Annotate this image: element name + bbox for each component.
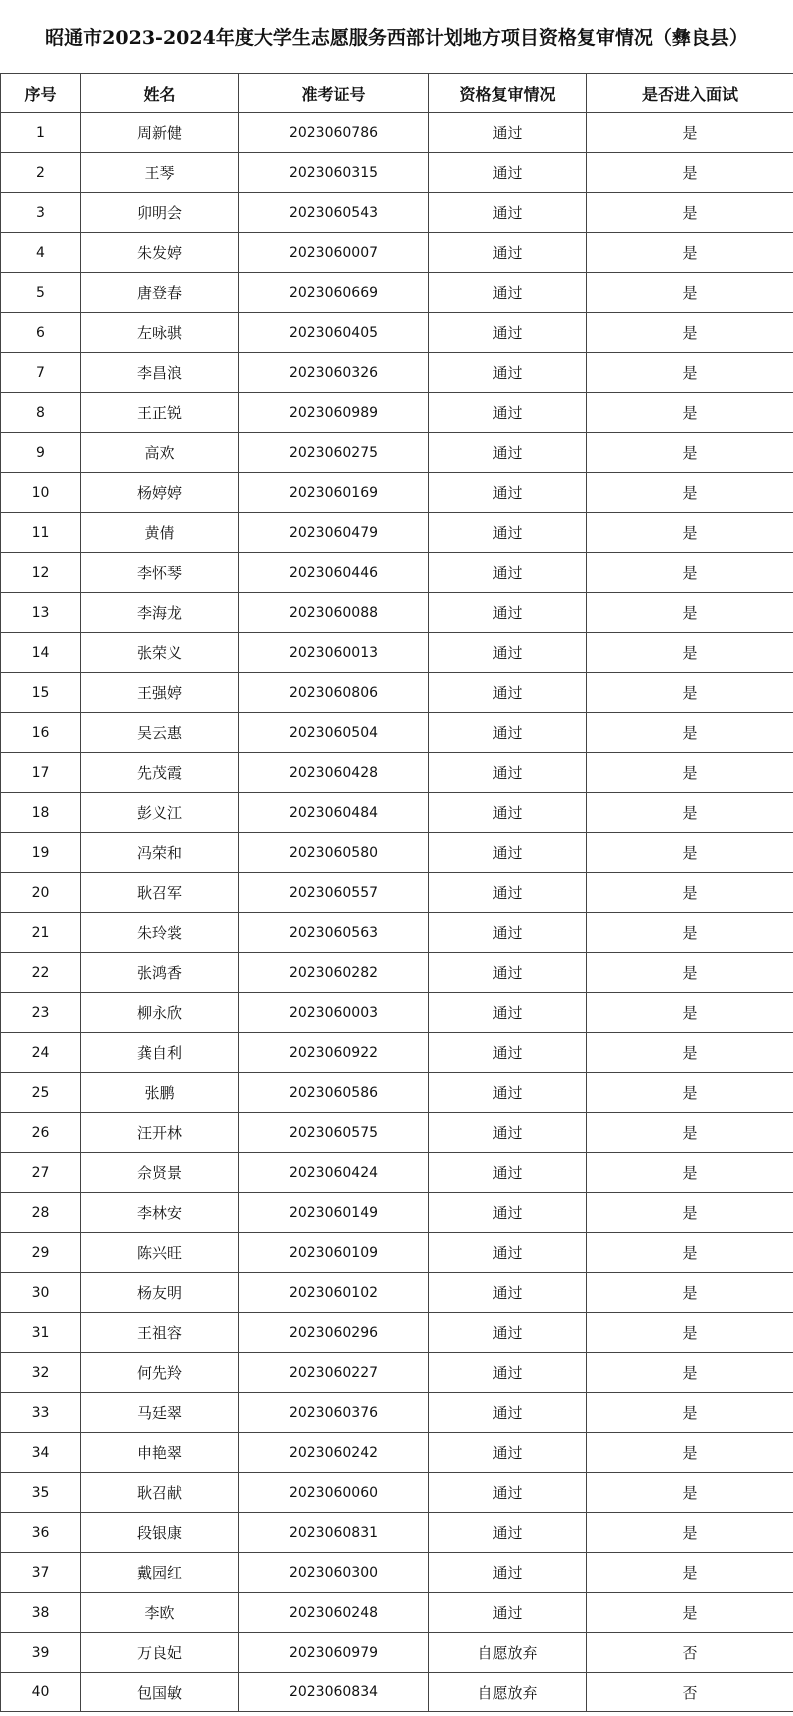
row-index-cell: 1 [1, 113, 81, 153]
exam-number-cell: 2023060484 [239, 793, 429, 833]
row-index-cell: 4 [1, 233, 81, 273]
exam-number-cell: 2023060479 [239, 513, 429, 553]
review-status-cell: 通过 [429, 1033, 587, 1073]
review-status-cell: 通过 [429, 193, 587, 233]
candidate-name-cell: 马廷翠 [81, 1393, 239, 1433]
review-status-cell: 通过 [429, 1193, 587, 1233]
review-status-cell: 自愿放弃 [429, 1633, 587, 1673]
candidate-name-cell: 申艳翠 [81, 1433, 239, 1473]
review-status-cell: 通过 [429, 1513, 587, 1553]
candidate-name-cell: 杨友明 [81, 1273, 239, 1313]
candidate-name-cell: 李海龙 [81, 593, 239, 633]
table-row [1, 713, 793, 753]
exam-number-cell: 2023060109 [239, 1233, 429, 1273]
row-index-cell: 12 [1, 553, 81, 593]
row-index-cell: 40 [1, 1673, 81, 1712]
exam-number-cell: 2023060227 [239, 1353, 429, 1393]
interview-status-cell: 是 [587, 1273, 793, 1313]
table-row [1, 1153, 793, 1193]
exam-number-cell: 2023060275 [239, 433, 429, 473]
review-status-cell: 通过 [429, 793, 587, 833]
exam-number-cell: 2023060557 [239, 873, 429, 913]
interview-status-cell: 是 [587, 1113, 793, 1153]
review-status-cell: 通过 [429, 1473, 587, 1513]
candidate-name-cell: 朱发婷 [81, 233, 239, 273]
table-row [1, 673, 793, 713]
exam-number-cell: 2023060586 [239, 1073, 429, 1113]
table-row [1, 1033, 793, 1073]
row-index-cell: 32 [1, 1353, 81, 1393]
row-index-cell: 6 [1, 313, 81, 353]
exam-number-cell: 2023060543 [239, 193, 429, 233]
candidate-name-cell: 李欧 [81, 1593, 239, 1633]
review-status-cell: 通过 [429, 833, 587, 873]
candidate-name-cell: 王强婷 [81, 673, 239, 713]
table-row [1, 953, 793, 993]
document-title: 昭通市2023-2024年度大学生志愿服务西部计划地方项目资格复审情况（彝良县） [45, 27, 748, 49]
review-status-cell: 通过 [429, 433, 587, 473]
table-row [1, 1553, 793, 1593]
row-index-cell: 11 [1, 513, 81, 553]
review-status-cell: 通过 [429, 1353, 587, 1393]
interview-status-cell: 是 [587, 1393, 793, 1433]
exam-number-cell: 2023060300 [239, 1553, 429, 1593]
table-row [1, 393, 793, 433]
interview-status-cell: 是 [587, 913, 793, 953]
exam-number-cell: 2023060326 [239, 353, 429, 393]
table-row [1, 1353, 793, 1393]
candidate-name-cell: 李昌浪 [81, 353, 239, 393]
row-index-cell: 8 [1, 393, 81, 433]
table-row [1, 513, 793, 553]
interview-status-cell: 是 [587, 1153, 793, 1193]
table-row [1, 433, 793, 473]
interview-status-cell: 是 [587, 1473, 793, 1513]
exam-number-cell: 2023060922 [239, 1033, 429, 1073]
row-index-cell: 37 [1, 1553, 81, 1593]
interview-status-cell: 是 [587, 153, 793, 193]
review-status-cell: 通过 [429, 513, 587, 553]
row-index-cell: 20 [1, 873, 81, 913]
exam-number-cell: 2023060806 [239, 673, 429, 713]
exam-number-cell: 2023060446 [239, 553, 429, 593]
table-row [1, 1393, 793, 1433]
table-row [1, 233, 793, 273]
candidate-name-cell: 万良妃 [81, 1633, 239, 1673]
interview-status-cell: 是 [587, 233, 793, 273]
exam-number-cell: 2023060575 [239, 1113, 429, 1153]
row-index-cell: 14 [1, 633, 81, 673]
review-status-cell: 自愿放弃 [429, 1673, 587, 1712]
row-index-cell: 25 [1, 1073, 81, 1113]
row-index-cell: 23 [1, 993, 81, 1033]
row-index-cell: 18 [1, 793, 81, 833]
column-header-interview: 是否进入面试 [587, 74, 793, 113]
exam-number-cell: 2023060003 [239, 993, 429, 1033]
row-index-cell: 15 [1, 673, 81, 713]
candidate-name-cell: 佘贤景 [81, 1153, 239, 1193]
review-status-cell: 通过 [429, 1393, 587, 1433]
table-row [1, 873, 793, 913]
review-status-cell: 通过 [429, 393, 587, 433]
interview-status-cell: 是 [587, 633, 793, 673]
table-row [1, 113, 793, 153]
candidate-name-cell: 张荣义 [81, 633, 239, 673]
interview-status-cell: 是 [587, 1593, 793, 1633]
interview-status-cell: 是 [587, 993, 793, 1033]
interview-status-cell: 是 [587, 433, 793, 473]
table-row [1, 633, 793, 673]
interview-status-cell: 是 [587, 1353, 793, 1393]
row-index-cell: 16 [1, 713, 81, 753]
exam-number-cell: 2023060786 [239, 113, 429, 153]
candidate-name-cell: 杨婷婷 [81, 473, 239, 513]
exam-number-cell: 2023060424 [239, 1153, 429, 1193]
review-status-cell: 通过 [429, 1593, 587, 1633]
exam-number-cell: 2023060315 [239, 153, 429, 193]
candidate-name-cell: 吴云惠 [81, 713, 239, 753]
review-status-cell: 通过 [429, 1433, 587, 1473]
interview-status-cell: 是 [587, 553, 793, 593]
candidate-name-cell: 唐登春 [81, 273, 239, 313]
exam-number-cell: 2023060088 [239, 593, 429, 633]
review-status-cell: 通过 [429, 153, 587, 193]
exam-number-cell: 2023060405 [239, 313, 429, 353]
exam-number-cell: 2023060248 [239, 1593, 429, 1633]
row-index-cell: 28 [1, 1193, 81, 1233]
exam-number-cell: 2023060007 [239, 233, 429, 273]
candidate-name-cell: 黄倩 [81, 513, 239, 553]
candidate-name-cell: 龚自利 [81, 1033, 239, 1073]
exam-number-cell: 2023060013 [239, 633, 429, 673]
candidate-name-cell: 周新健 [81, 113, 239, 153]
table-row [1, 1233, 793, 1273]
interview-status-cell: 是 [587, 113, 793, 153]
review-status-cell: 通过 [429, 633, 587, 673]
exam-number-cell: 2023060989 [239, 393, 429, 433]
candidate-name-cell: 高欢 [81, 433, 239, 473]
interview-status-cell: 否 [587, 1673, 793, 1712]
candidate-name-cell: 何先羚 [81, 1353, 239, 1393]
candidate-name-cell: 汪开林 [81, 1113, 239, 1153]
table-row [1, 1593, 793, 1633]
candidate-name-cell: 包国敏 [81, 1673, 239, 1712]
interview-status-cell: 是 [587, 953, 793, 993]
review-status-cell: 通过 [429, 873, 587, 913]
review-status-cell: 通过 [429, 1313, 587, 1353]
exam-number-cell: 2023060102 [239, 1273, 429, 1313]
candidate-name-cell: 耿召献 [81, 1473, 239, 1513]
row-index-cell: 13 [1, 593, 81, 633]
review-status-cell: 通过 [429, 1233, 587, 1273]
interview-status-cell: 是 [587, 1033, 793, 1073]
candidate-name-cell: 段银康 [81, 1513, 239, 1553]
table-row [1, 473, 793, 513]
review-status-cell: 通过 [429, 913, 587, 953]
table-row [1, 153, 793, 193]
candidate-name-cell: 李林安 [81, 1193, 239, 1233]
row-index-cell: 19 [1, 833, 81, 873]
interview-status-cell: 是 [587, 1233, 793, 1273]
interview-status-cell: 是 [587, 193, 793, 233]
interview-status-cell: 否 [587, 1633, 793, 1673]
candidate-name-cell: 柳永欣 [81, 993, 239, 1033]
review-status-cell: 通过 [429, 233, 587, 273]
exam-number-cell: 2023060428 [239, 753, 429, 793]
interview-status-cell: 是 [587, 793, 793, 833]
candidate-name-cell: 王祖容 [81, 1313, 239, 1353]
exam-number-cell: 2023060242 [239, 1433, 429, 1473]
table-row [1, 1433, 793, 1473]
review-status-cell: 通过 [429, 1073, 587, 1113]
row-index-cell: 3 [1, 193, 81, 233]
exam-number-cell: 2023060834 [239, 1673, 429, 1712]
row-index-cell: 24 [1, 1033, 81, 1073]
row-index-cell: 17 [1, 753, 81, 793]
review-status-cell: 通过 [429, 753, 587, 793]
row-index-cell: 2 [1, 153, 81, 193]
exam-number-cell: 2023060831 [239, 1513, 429, 1553]
row-index-cell: 30 [1, 1273, 81, 1313]
interview-status-cell: 是 [587, 833, 793, 873]
candidate-name-cell: 张鹏 [81, 1073, 239, 1113]
review-status-cell: 通过 [429, 1273, 587, 1313]
row-index-cell: 31 [1, 1313, 81, 1353]
interview-status-cell: 是 [587, 673, 793, 713]
table-row [1, 753, 793, 793]
review-status-cell: 通过 [429, 593, 587, 633]
table-row [1, 1513, 793, 1553]
interview-status-cell: 是 [587, 1433, 793, 1473]
review-status-cell: 通过 [429, 353, 587, 393]
table-row [1, 273, 793, 313]
candidate-name-cell: 耿召军 [81, 873, 239, 913]
table-row [1, 793, 793, 833]
review-status-cell: 通过 [429, 1153, 587, 1193]
table-row [1, 553, 793, 593]
candidate-name-cell: 李怀琴 [81, 553, 239, 593]
interview-status-cell: 是 [587, 713, 793, 753]
review-status-cell: 通过 [429, 673, 587, 713]
review-status-cell: 通过 [429, 553, 587, 593]
exam-number-cell: 2023060563 [239, 913, 429, 953]
interview-status-cell: 是 [587, 513, 793, 553]
table-row [1, 1193, 793, 1233]
row-index-cell: 5 [1, 273, 81, 313]
row-index-cell: 27 [1, 1153, 81, 1193]
review-status-cell: 通过 [429, 473, 587, 513]
review-status-cell: 通过 [429, 1113, 587, 1153]
column-header-name: 姓名 [81, 74, 239, 113]
row-index-cell: 7 [1, 353, 81, 393]
exam-number-cell: 2023060504 [239, 713, 429, 753]
row-index-cell: 29 [1, 1233, 81, 1273]
table-row [1, 313, 793, 353]
column-header-exam-number: 准考证号 [239, 74, 429, 113]
exam-number-cell: 2023060282 [239, 953, 429, 993]
interview-status-cell: 是 [587, 353, 793, 393]
review-status-cell: 通过 [429, 1553, 587, 1593]
row-index-cell: 21 [1, 913, 81, 953]
exam-number-cell: 2023060979 [239, 1633, 429, 1673]
table-row [1, 1673, 793, 1712]
review-status-cell: 通过 [429, 273, 587, 313]
interview-status-cell: 是 [587, 873, 793, 913]
table-row [1, 353, 793, 393]
table-body [1, 113, 793, 1712]
interview-status-cell: 是 [587, 753, 793, 793]
table-row [1, 1273, 793, 1313]
table-row [1, 993, 793, 1033]
interview-status-cell: 是 [587, 593, 793, 633]
interview-status-cell: 是 [587, 313, 793, 353]
table-row [1, 1113, 793, 1153]
candidate-name-cell: 左咏骐 [81, 313, 239, 353]
interview-status-cell: 是 [587, 1513, 793, 1553]
candidate-name-cell: 戴园红 [81, 1553, 239, 1593]
interview-status-cell: 是 [587, 1073, 793, 1113]
table-row [1, 1073, 793, 1113]
review-result-table [0, 73, 793, 1712]
candidate-name-cell: 卯明会 [81, 193, 239, 233]
column-header-index: 序号 [1, 74, 81, 113]
review-status-cell: 通过 [429, 313, 587, 353]
exam-number-cell: 2023060149 [239, 1193, 429, 1233]
interview-status-cell: 是 [587, 393, 793, 433]
row-index-cell: 26 [1, 1113, 81, 1153]
table-row [1, 913, 793, 953]
row-index-cell: 33 [1, 1393, 81, 1433]
interview-status-cell: 是 [587, 1193, 793, 1233]
review-status-cell: 通过 [429, 113, 587, 153]
review-status-cell: 通过 [429, 953, 587, 993]
candidate-name-cell: 王正锐 [81, 393, 239, 433]
column-header-review-status: 资格复审情况 [429, 74, 587, 113]
exam-number-cell: 2023060060 [239, 1473, 429, 1513]
table-row [1, 1633, 793, 1673]
candidate-name-cell: 陈兴旺 [81, 1233, 239, 1273]
candidate-name-cell: 彭义江 [81, 793, 239, 833]
review-status-cell: 通过 [429, 993, 587, 1033]
candidate-name-cell: 冯荣和 [81, 833, 239, 873]
table-row [1, 833, 793, 873]
exam-number-cell: 2023060376 [239, 1393, 429, 1433]
table-header-row [1, 74, 793, 113]
exam-number-cell: 2023060580 [239, 833, 429, 873]
row-index-cell: 34 [1, 1433, 81, 1473]
interview-status-cell: 是 [587, 1553, 793, 1593]
table-row [1, 193, 793, 233]
row-index-cell: 22 [1, 953, 81, 993]
row-index-cell: 38 [1, 1593, 81, 1633]
candidate-name-cell: 王琴 [81, 153, 239, 193]
interview-status-cell: 是 [587, 1313, 793, 1353]
row-index-cell: 10 [1, 473, 81, 513]
interview-status-cell: 是 [587, 273, 793, 313]
table-row [1, 1313, 793, 1353]
row-index-cell: 9 [1, 433, 81, 473]
candidate-name-cell: 张鸿香 [81, 953, 239, 993]
row-index-cell: 36 [1, 1513, 81, 1553]
row-index-cell: 39 [1, 1633, 81, 1673]
exam-number-cell: 2023060296 [239, 1313, 429, 1353]
exam-number-cell: 2023060669 [239, 273, 429, 313]
candidate-name-cell: 先茂霞 [81, 753, 239, 793]
table-row [1, 593, 793, 633]
row-index-cell: 35 [1, 1473, 81, 1513]
table-row [1, 1473, 793, 1513]
review-status-cell: 通过 [429, 713, 587, 753]
interview-status-cell: 是 [587, 473, 793, 513]
exam-number-cell: 2023060169 [239, 473, 429, 513]
candidate-name-cell: 朱玲裳 [81, 913, 239, 953]
